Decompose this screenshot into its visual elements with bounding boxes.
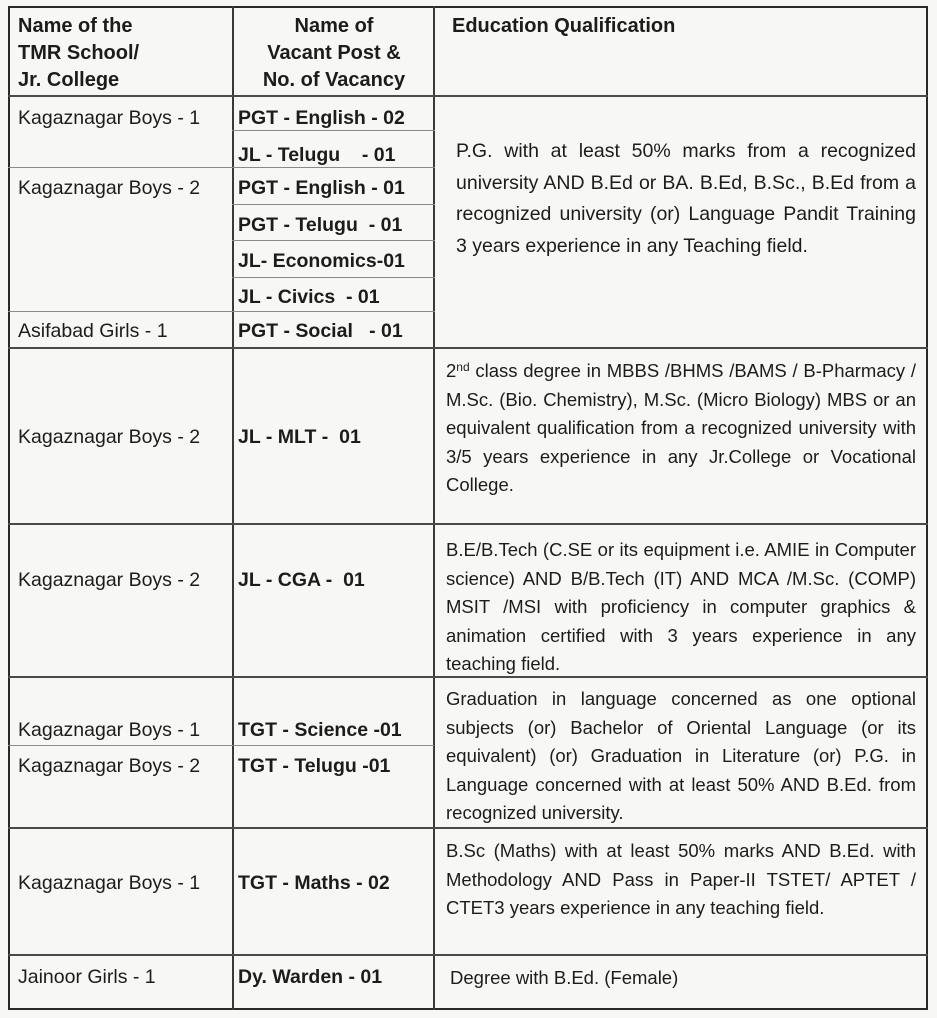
post-name: JL - Civics - 01 xyxy=(238,286,380,308)
row-divider xyxy=(8,954,928,956)
qualification-tgt: Graduation in language concerned as one optional subjects (or) Bachelor of Oriental Language (or its equivalent) (or) Graduation in Literature (or) P.G. in Language concerned with at least 50% AND B.Ed. from recognized university. xyxy=(446,688,916,823)
header-school: Name of the TMR School/ Jr. College xyxy=(18,15,140,91)
post-name: TGT - Science -01 xyxy=(238,719,402,741)
school-name: Kagaznagar Boys - 2 xyxy=(18,177,201,199)
column-divider-2 xyxy=(433,6,435,1010)
school-name: Kagaznagar Boys - 1 xyxy=(18,719,201,741)
post-name: JL - CGA - 01 xyxy=(238,569,365,591)
post-name: PGT - English - 02 xyxy=(238,107,405,129)
school-name: Kagaznagar Boys - 1 xyxy=(18,107,201,129)
row-divider xyxy=(8,311,234,312)
post-name: JL- Economics-01 xyxy=(238,250,405,272)
post-name: Dy. Warden - 01 xyxy=(238,966,383,988)
school-name: Kagaznagar Boys - 2 xyxy=(18,755,201,777)
header-post: Name of Vacant Post & No. of Vacancy xyxy=(262,15,406,91)
school-name: Jainoor Girls - 1 xyxy=(18,966,156,988)
header-divider xyxy=(8,95,928,97)
school-name: Kagaznagar Boys - 2 xyxy=(18,569,201,591)
row-divider xyxy=(232,277,435,278)
post-name: PGT - Social - 01 xyxy=(238,320,403,342)
post-name: PGT - English - 01 xyxy=(238,177,405,199)
qualification-mlt: 2nd class degree in MBBS /BHMS /BAMS / B-Pharmacy / M.Sc. (Bio. Chemistry), M.Sc. (Micro Biology) MBS or an equivalent qualification from a recognized university with 3/5 years experience in any Jr.College or Vocational College. xyxy=(446,360,917,495)
post-name: PGT - Telugu - 01 xyxy=(238,214,403,236)
post-name: TGT - Telugu -01 xyxy=(238,755,391,777)
qualification-warden: Degree with B.Ed. (Female) xyxy=(450,967,679,988)
row-divider xyxy=(8,745,434,746)
qualification-pg: P.G. with at least 50% marks from a recognized university AND B.Ed or BA. B.Ed, B.Sc., B.Ed from a recognized university (or) Language Pandit Training 3 years experience in any Teaching field. xyxy=(456,140,916,257)
school-name: Kagaznagar Boys - 1 xyxy=(18,872,201,894)
post-name: TGT - Maths - 02 xyxy=(238,872,390,894)
school-name: Kagaznagar Boys - 2 xyxy=(18,426,201,448)
row-divider xyxy=(8,167,234,168)
column-divider-1 xyxy=(232,6,234,1010)
header-qualification: Education Qualification xyxy=(452,15,676,37)
qualification-cga: B.E/B.Tech (C.SE or its equipment i.e. AMIE in Computer science) AND B/B.Tech (IT) AND MCA /M.Sc. (COMP) MSIT /MSI with proficiency in computer graphics & animation certified with 3 years experience in any teaching field. xyxy=(446,539,916,674)
row-divider xyxy=(232,311,435,312)
row-divider xyxy=(8,523,928,525)
school-name: Asifabad Girls - 1 xyxy=(18,320,168,342)
qualification-maths: B.Sc (Maths) with at least 50% marks AND B.Ed. with Methodology AND Pass in Paper-II TSTET/ APTET / CTET3 years experience in any teaching field. xyxy=(446,840,916,918)
post-name: JL - MLT - 01 xyxy=(238,426,361,448)
row-divider xyxy=(232,204,435,205)
post-name: JL - Telugu - 01 xyxy=(238,144,396,166)
row-divider xyxy=(8,347,928,349)
row-divider xyxy=(232,240,435,241)
